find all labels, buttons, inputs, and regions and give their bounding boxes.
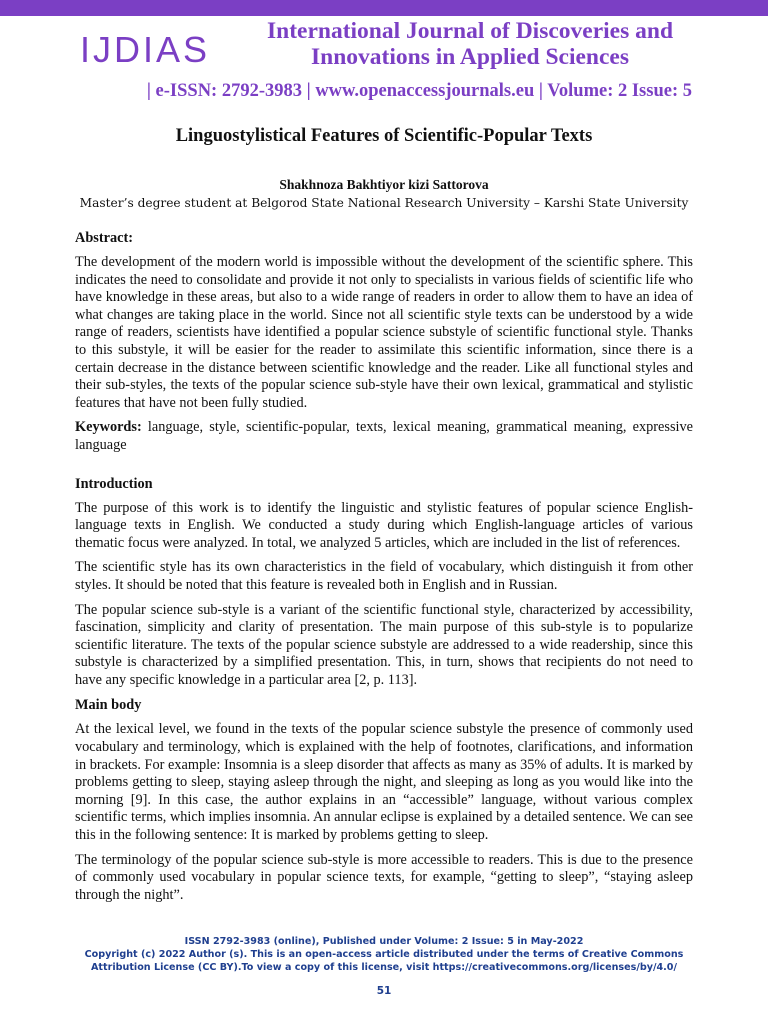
paper-title: Linguostylistical Features of Scientific-Popular Texts — [175, 126, 593, 146]
author-name: Shakhnoza Bakhtiyor kizi Sattorova — [279, 177, 489, 192]
journal-title-line-1: International Journal of Discoveries and — [266, 18, 674, 44]
page-number: 51 — [376, 985, 392, 997]
author-affiliation: Master’s degree student at Belgorod State National Research University – Karshi State University — [79, 196, 689, 210]
top-color-bar — [0, 0, 768, 16]
main-body-heading: Main body — [75, 697, 142, 714]
journal-title-line-2: Innovations in Applied Sciences — [311, 44, 629, 70]
keywords-text: language, style, scientific-popular, texts, lexical meaning, grammatical meaning, expressive language — [75, 419, 693, 453]
intro-paragraph: The scientific style has its own characteristics in the field of vocabulary, which distinguish it from other styles. It should be noted that this feature is revealed both in English and in Russian. — [75, 559, 693, 593]
keywords-label: Keywords: — [75, 419, 142, 436]
intro-paragraph: The popular science sub-style is a variant of the scientific functional style, characterized by accessibility, fascination, simplicity and clarity of presentation. The main purpose of this sub-style is to popularize scientific literature. The texts of the popular science substyle are addressed to a wide readership, since this substyle is characterized by a simplified presentation. This, in turn, shows that recipients do not need to have any specific knowledge in a particular area [2, p. 113]. — [75, 601, 693, 688]
introduction-heading: Introduction — [75, 475, 153, 492]
journal-title — [236, 18, 704, 70]
abstract-heading: Abstract: — [75, 230, 133, 246]
article-body — [75, 124, 693, 911]
keywords — [75, 419, 693, 454]
journal-meta-line: | e-ISSN: 2792-3983 | www.openaccessjournals.eu | Volume: 2 Issue: 5 — [146, 81, 692, 101]
footer-copyright-line: Copyright (c) 2022 Author (s). This is an open-access article distributed under the terms of Creative Commons — [84, 949, 684, 960]
license-footer — [0, 935, 768, 974]
footer-license-line: Attribution License (CC BY).To view a copy of this license, visit https://creativecommons.org/licenses/by/4.0/ — [91, 962, 677, 973]
intro-paragraph: The purpose of this work is to identify the linguistic and stylistic features of popular science English-language texts in English. We conducted a study during which English-language articles of various thematic focus were analyzed. In total, we analyzed 5 articles, which are included in the list of references. — [75, 499, 693, 551]
abstract-text: The development of the modern world is impossible without the development of the scientific sphere. This indicates the need to consolidate and provide it not only to specialists in various fields of scientific life who have knowledge in these areas, but also to a wide range of readers in order to allow them to have an idea of what changes are taking place in the world. Since not all scientific style texts can be understood by a wide range of readers, scientists have identified a popular science substyle of scientific functional style. Thanks to this substyle, it will be easier for the reader to assimilate this scientific information, since there is a certain decrease in the distance between scientific knowledge and the reader. Like all functional styles and their sub-styles, the texts of the popular science sub-style have their own lexical, grammatical and stylistic features that have not been fully studied. — [75, 254, 693, 411]
journal-logo: IJDIAS — [80, 29, 211, 70]
footer-issn-line: ISSN 2792-3983 (online), Published under Volume: 2 Issue: 5 in May-2022 — [184, 936, 584, 947]
main-paragraph: The terminology of the popular science sub-style is more accessible to readers. This is due to the presence of commonly used vocabulary in popular science texts, for example, “getting to sleep”, “staying asleep through the night”. — [75, 851, 693, 903]
main-paragraph: At the lexical level, we found in the texts of the popular science substyle the presence of commonly used vocabulary and terminology, which is explained with the help of footnotes, clarifications, and information in brackets. For example: Insomnia is a sleep disorder that affects as many as 35% of adults. It is marked by problems getting to sleep, staying asleep through the night, and sleeping as long as you would like into the morning [9]. In this case, the author explains in an “accessible” language, without various complex scientific terms, which implies insomnia. An annular eclipse is explained by a detailed sentence. We can see this in the following sentence: It is marked by problems getting to sleep. — [75, 721, 693, 844]
